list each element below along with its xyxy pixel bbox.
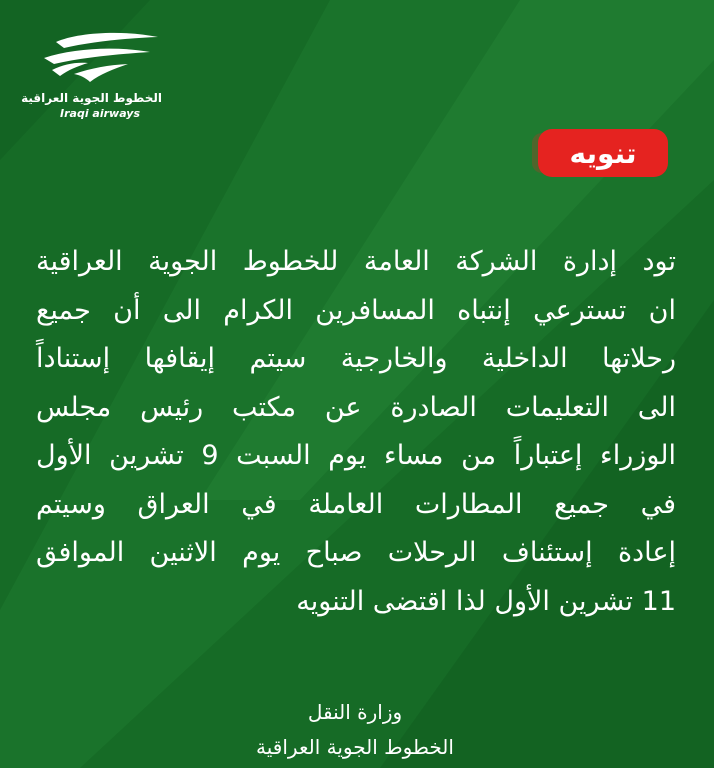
body-line: ان تسترعي إنتباه المسافرين الكرام الى أن جميع (36, 294, 676, 326)
body-line: الوزراء إعتباراً من مساء يوم السبت 9 تشرين الأول (36, 440, 676, 471)
body-line: الى التعليمات الصادرة عن مكتب رئيس مجلس (36, 391, 676, 423)
signature-company: الخطوط الجوية العراقية (256, 735, 454, 759)
notice-badge: تنويه (538, 129, 668, 177)
iraqi-airways-logo (21, 28, 162, 124)
logo-arabic-name: الخطوط الجوية العراقية (21, 91, 162, 105)
body-line: 11 تشرين الأول لذا اقتضى التنويه (296, 585, 676, 617)
wing-icon (38, 28, 162, 88)
logo-english-name: Iraqi airways (60, 107, 140, 120)
body-line: إعادة إستئناف الرحلات صباح يوم الاثنين الموافق (36, 537, 676, 568)
body-line: في جميع المطارات العاملة في العراق وسيتم (36, 488, 676, 520)
body-line: تود إدارة الشركة العامة للخطوط الجوية العراقية (36, 246, 676, 277)
signature-ministry: وزارة النقل (307, 700, 403, 724)
body-line: رحلاتها الداخلية والخارجية سيتم إيقافها إستناداً (36, 343, 676, 374)
signature-block (210, 695, 500, 765)
announcement-body (36, 238, 676, 628)
